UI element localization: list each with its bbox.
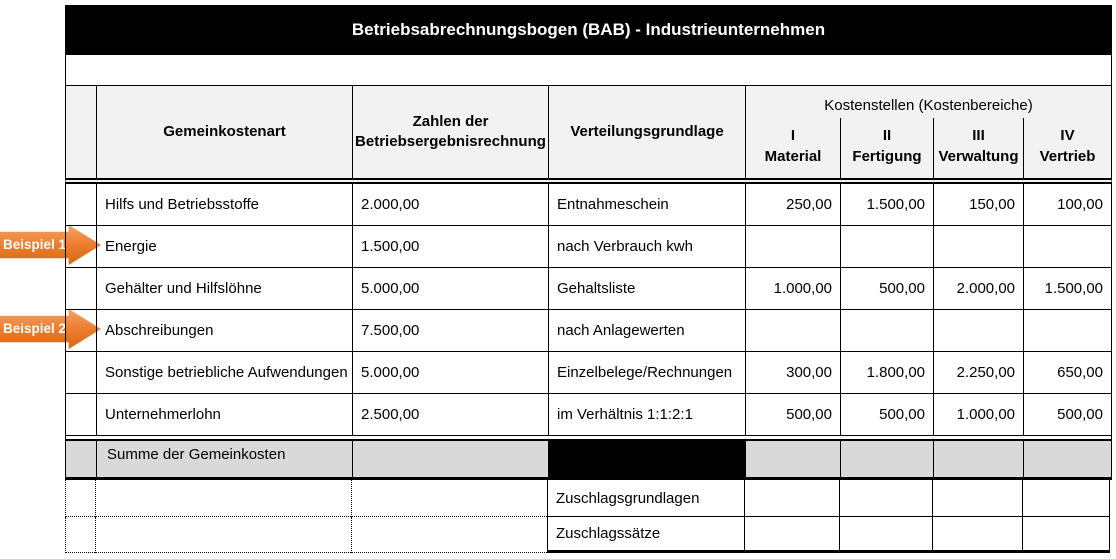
zuschlagssaetze-label: Zuschlagssätze (547, 517, 744, 553)
cell-gemeinkostenart: Gehälter und Hilfslöhne (96, 268, 352, 310)
zuschlagssaetze-row (65, 517, 1112, 553)
cell-vertrieb: 100,00 (1023, 184, 1111, 226)
cell-verteilungsgrundlage: Entnahmeschein (548, 184, 745, 226)
cell-material: 300,00 (745, 352, 840, 394)
cell-empty (66, 184, 96, 226)
cell-verwaltung (933, 441, 1023, 477)
cell-verteilungsgrundlage: Einzelbelege/Rechnungen (548, 352, 745, 394)
column-name: Fertigung (852, 148, 922, 166)
cell-zahlen (351, 480, 547, 517)
header-cell-fertigung (840, 118, 933, 178)
cell-gemeinkostenart: Abschreibungen (96, 310, 352, 352)
cell-verteilungsgrundlage: nach Verbrauch kwh (548, 226, 745, 268)
table-row (65, 394, 1112, 436)
cell-verwaltung: 2.250,00 (933, 352, 1023, 394)
cell-zahlen: 2.500,00 (352, 394, 548, 436)
cell-fertigung (840, 310, 933, 352)
summe-label: Summe der Gemeinkosten (96, 441, 352, 477)
cell-gemeinkostenart: Unternehmerlohn (96, 394, 352, 436)
cell-fertigung (839, 480, 932, 517)
cell-vertrieb (1023, 310, 1111, 352)
page-title: Betriebsabrechnungsbogen (BAB) - Industrieunternehmen (351, 20, 826, 39)
cell-zahlen: 1.500,00 (352, 226, 548, 268)
cell-fertigung: 500,00 (840, 394, 933, 436)
cell-verwaltung (932, 517, 1022, 553)
cell-zahlen (352, 441, 548, 477)
header-group-kostenstellen: Kostenstellen (Kostenbereiche) (745, 86, 1111, 118)
table-row (65, 310, 1112, 352)
column-numeral: II (882, 126, 892, 144)
table-row (65, 184, 1112, 226)
cell-empty (66, 394, 96, 436)
cell-gemeinkostenart: Sonstige betriebliche Aufwendungen (96, 352, 352, 394)
cell-empty (66, 226, 96, 268)
cell-gemeinkostenart: Hilfs und Betriebsstoffe (96, 184, 352, 226)
header-cell-gemeinkostenart: Gemeinkostenart (96, 86, 352, 178)
column-numeral: III (972, 126, 985, 144)
cell-fertigung: 1.500,00 (840, 184, 933, 226)
cell-zahlen: 5.000,00 (352, 352, 548, 394)
header-cell-verteilungsgrundlage: Verteilungsgrundlage (548, 86, 745, 178)
cell-empty (65, 517, 95, 553)
column-numeral: I (790, 126, 796, 144)
cell-verwaltung: 150,00 (933, 184, 1023, 226)
table-header (65, 85, 1112, 184)
cell-vertrieb (1022, 480, 1110, 517)
cell-verteilungsgrundlage: Gehaltsliste (548, 268, 745, 310)
cell-empty (66, 310, 96, 352)
cell-vertrieb: 1.500,00 (1023, 268, 1111, 310)
callout-label: Beispiel 2 (2, 321, 67, 336)
column-name: Verwaltung (938, 148, 1019, 166)
cell-material (745, 310, 840, 352)
cell-vertrieb: 650,00 (1023, 352, 1111, 394)
cell-fertigung (840, 226, 933, 268)
cell-material: 250,00 (745, 184, 840, 226)
column-name: Material (764, 148, 822, 166)
cell-gemeinkostenart (95, 480, 351, 517)
cell-gemeinkostenart: Energie (96, 226, 352, 268)
header-cell-verwaltung (933, 118, 1023, 178)
cell-vertrieb (1023, 226, 1111, 268)
column-numeral: IV (1060, 126, 1075, 144)
cell-empty (66, 441, 96, 477)
summe-row (65, 439, 1112, 480)
table-row (65, 268, 1112, 310)
cell-verwaltung (933, 310, 1023, 352)
column-name: Vertrieb (1039, 148, 1096, 166)
cell-material (744, 480, 839, 517)
cell-verteilungsgrundlage: nach Anlagewerten (548, 310, 745, 352)
header-cell-empty (66, 86, 96, 178)
cell-zahlen: 2.000,00 (352, 184, 548, 226)
cell-verteilungsgrundlage: im Verhältnis 1:1:2:1 (548, 394, 745, 436)
zuschlagsgrundlagen-row (65, 480, 1112, 517)
cell-verwaltung: 1.000,00 (933, 394, 1023, 436)
cell-material (745, 226, 840, 268)
header-cell-material (745, 118, 840, 178)
cell-zahlen: 7.500,00 (352, 310, 548, 352)
cell-vertrieb (1022, 517, 1110, 553)
cell-zahlen (351, 517, 547, 553)
cell-fertigung: 1.800,00 (840, 352, 933, 394)
redacted-black-box (548, 441, 745, 477)
cell-vertrieb (1023, 441, 1111, 477)
cell-material (744, 517, 839, 553)
header-cell-vertrieb (1023, 118, 1111, 178)
cell-verwaltung (932, 480, 1022, 517)
cell-gemeinkostenart (95, 517, 351, 553)
table-row (65, 352, 1112, 394)
cell-fertigung (840, 441, 933, 477)
callout-label: Beispiel 1 (2, 237, 67, 252)
cell-empty (66, 352, 96, 394)
cell-material (745, 441, 840, 477)
cell-material: 1.000,00 (745, 268, 840, 310)
cell-verwaltung (933, 226, 1023, 268)
cell-material: 500,00 (745, 394, 840, 436)
cell-empty (65, 480, 95, 517)
bab-table (65, 5, 1112, 553)
table-row (65, 226, 1112, 268)
cell-zahlen: 5.000,00 (352, 268, 548, 310)
cell-fertigung (839, 517, 932, 553)
header-cell-zahlen: Zahlen der Betriebsergebnisrechnung (352, 86, 548, 178)
cell-fertigung: 500,00 (840, 268, 933, 310)
title-bar (65, 5, 1112, 55)
blank-spacer-row (65, 55, 1112, 85)
cell-empty (66, 268, 96, 310)
zuschlagsgrundlagen-label: Zuschlagsgrundlagen (547, 480, 744, 517)
cell-vertrieb: 500,00 (1023, 394, 1111, 436)
cell-verwaltung: 2.000,00 (933, 268, 1023, 310)
